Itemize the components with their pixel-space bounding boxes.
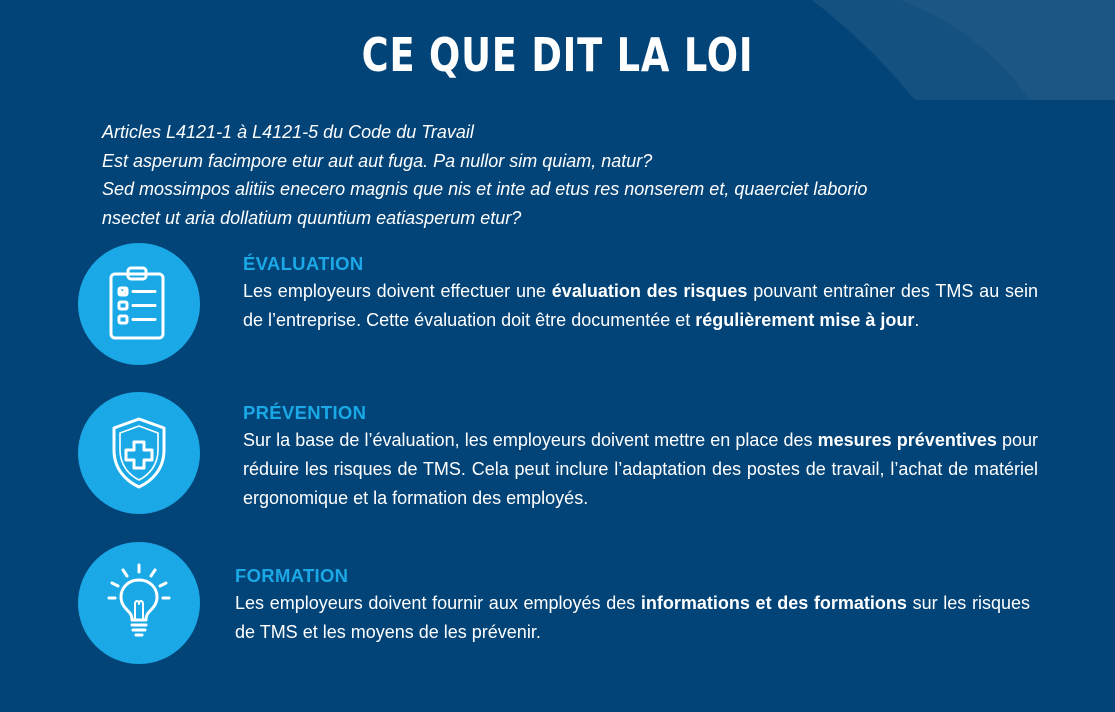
emphasis-text: évaluation des risques — [551, 281, 748, 301]
intro-text — [102, 118, 1062, 232]
intro-line: Sed mossimpos alitiis enecero magnis que nis et inte ad etus res nonserem et, quaerciet laborio — [102, 179, 868, 199]
intro-line: Est asperum facimpore etur aut aut fuga. Pa nullor sim quiam, natur? — [102, 150, 653, 171]
shield-medical-cross-icon — [78, 392, 200, 514]
section-body — [235, 589, 1030, 647]
body-text: Les employeurs doivent effectuer une — [243, 281, 552, 301]
section-heading: PRÉVENTION — [243, 402, 367, 423]
section-heading: FORMATION — [235, 565, 349, 586]
intro-line: nsectet ut aria dollatium quuntium eatiasperum etur? — [102, 207, 522, 228]
section-body — [243, 277, 1038, 335]
intro-line: Articles L4121-1 à L4121-5 du Code du Travail — [102, 122, 474, 142]
lightbulb-idea-icon — [78, 542, 200, 664]
body-text: sur les risques de TMS et les moyens de les prévenir. — [235, 593, 1030, 642]
emphasis-text: mesures préventives — [817, 430, 997, 450]
body-text: Les employeurs doivent fournir aux employés des — [235, 593, 641, 613]
body-text: Sur la base de l’évaluation, les employeurs doivent mettre en place des — [243, 430, 818, 450]
section-prevention — [243, 400, 1038, 513]
clipboard-checklist-icon — [78, 243, 200, 365]
section-formation — [235, 563, 1030, 647]
body-text: pour réduire les risques de TMS. Cela peut inclure l’adaptation des postes de travail, l’achat de matériel ergonomique et la formation des employés. — [243, 430, 1038, 508]
emphasis-text: régulièrement mise à jour — [695, 310, 915, 330]
section-body — [243, 426, 1038, 513]
body-text: pouvant entraîner des TMS au sein de l’entreprise. Cette évaluation doit être documentée et — [243, 281, 1039, 330]
page-title: CE QUE DIT LA LOI — [361, 28, 754, 82]
emphasis-text: informations et des formations — [640, 593, 907, 613]
section-evaluation — [243, 251, 1038, 335]
body-text: . — [914, 310, 920, 330]
section-heading: ÉVALUATION — [243, 253, 364, 274]
